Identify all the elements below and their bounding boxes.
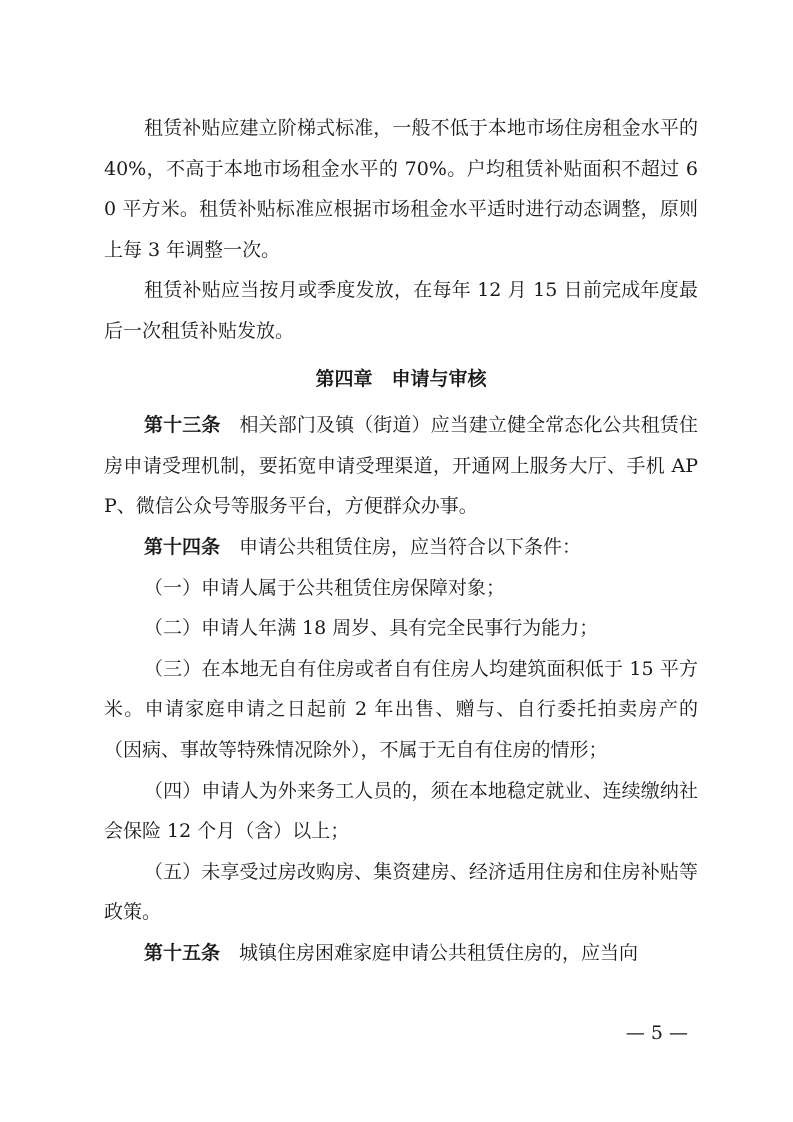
article-14 xyxy=(104,527,698,568)
condition-item: （五）未享受过房改购房、集资建房、经济适用住房和住房补贴等政策。 xyxy=(104,860,698,924)
paragraph-rent-subsidy-standard: 租赁补贴应建立阶梯式标准，一般不低于本地市场住房租金水平的 40%，不高于本地市场租金水平的 70%。户均租赁补贴面积不超过 60 平方米。租赁补贴标准应根据市场租金水平适时进行动态调整，原则上每 3 年调整一次。 xyxy=(104,117,705,261)
article-15-title: 第十五条 xyxy=(144,941,221,964)
article-13-title: 第十三条 xyxy=(144,414,221,437)
article-13-text: 相关部门及镇（街道）应当建立健全常态化公共租赁住房申请受理机制，要拓宽申请受理渠道，开通网上服务大厅、手机 APP、微信公众号等服务平台，方便群众办事。 xyxy=(104,414,698,518)
article-14-text: 申请公共租赁住房，应当符合以下条件： xyxy=(239,535,582,558)
page-number: — 5 — xyxy=(625,1022,688,1044)
article-13 xyxy=(104,405,698,527)
chapter-heading: 第四章 申请与审核 xyxy=(315,367,487,390)
article-15-text: 城镇住房困难家庭申请公共租赁住房的，应当向 xyxy=(239,941,639,964)
condition-item: （一）申请人属于公共租赁住房保障对象； xyxy=(144,576,506,599)
article-15 xyxy=(104,933,698,974)
document-body xyxy=(104,108,705,973)
condition-item: （三）在本地无自有住房或者自有住房人均建筑面积低于 15 平方米。申请家庭申请之日起前 2 年出售、赠与、自行委托拍卖房产的（因病、事故等特殊情况除外），不属于无自有住房的情形； xyxy=(104,657,698,761)
article-14-title: 第十四条 xyxy=(144,535,221,558)
paragraph-rent-subsidy-payment: 租赁补贴应当按月或季度发放，在每年 12 月 15 日前完成年度最后一次租赁补贴发放。 xyxy=(104,279,698,342)
condition-item: （二）申请人年满 18 周岁、具有完全民事行为能力； xyxy=(144,617,599,640)
condition-item: （四）申请人为外来务工人员的，须在本地稳定就业、连续缴纳社会保险 12 个月（含）以上； xyxy=(104,779,698,843)
